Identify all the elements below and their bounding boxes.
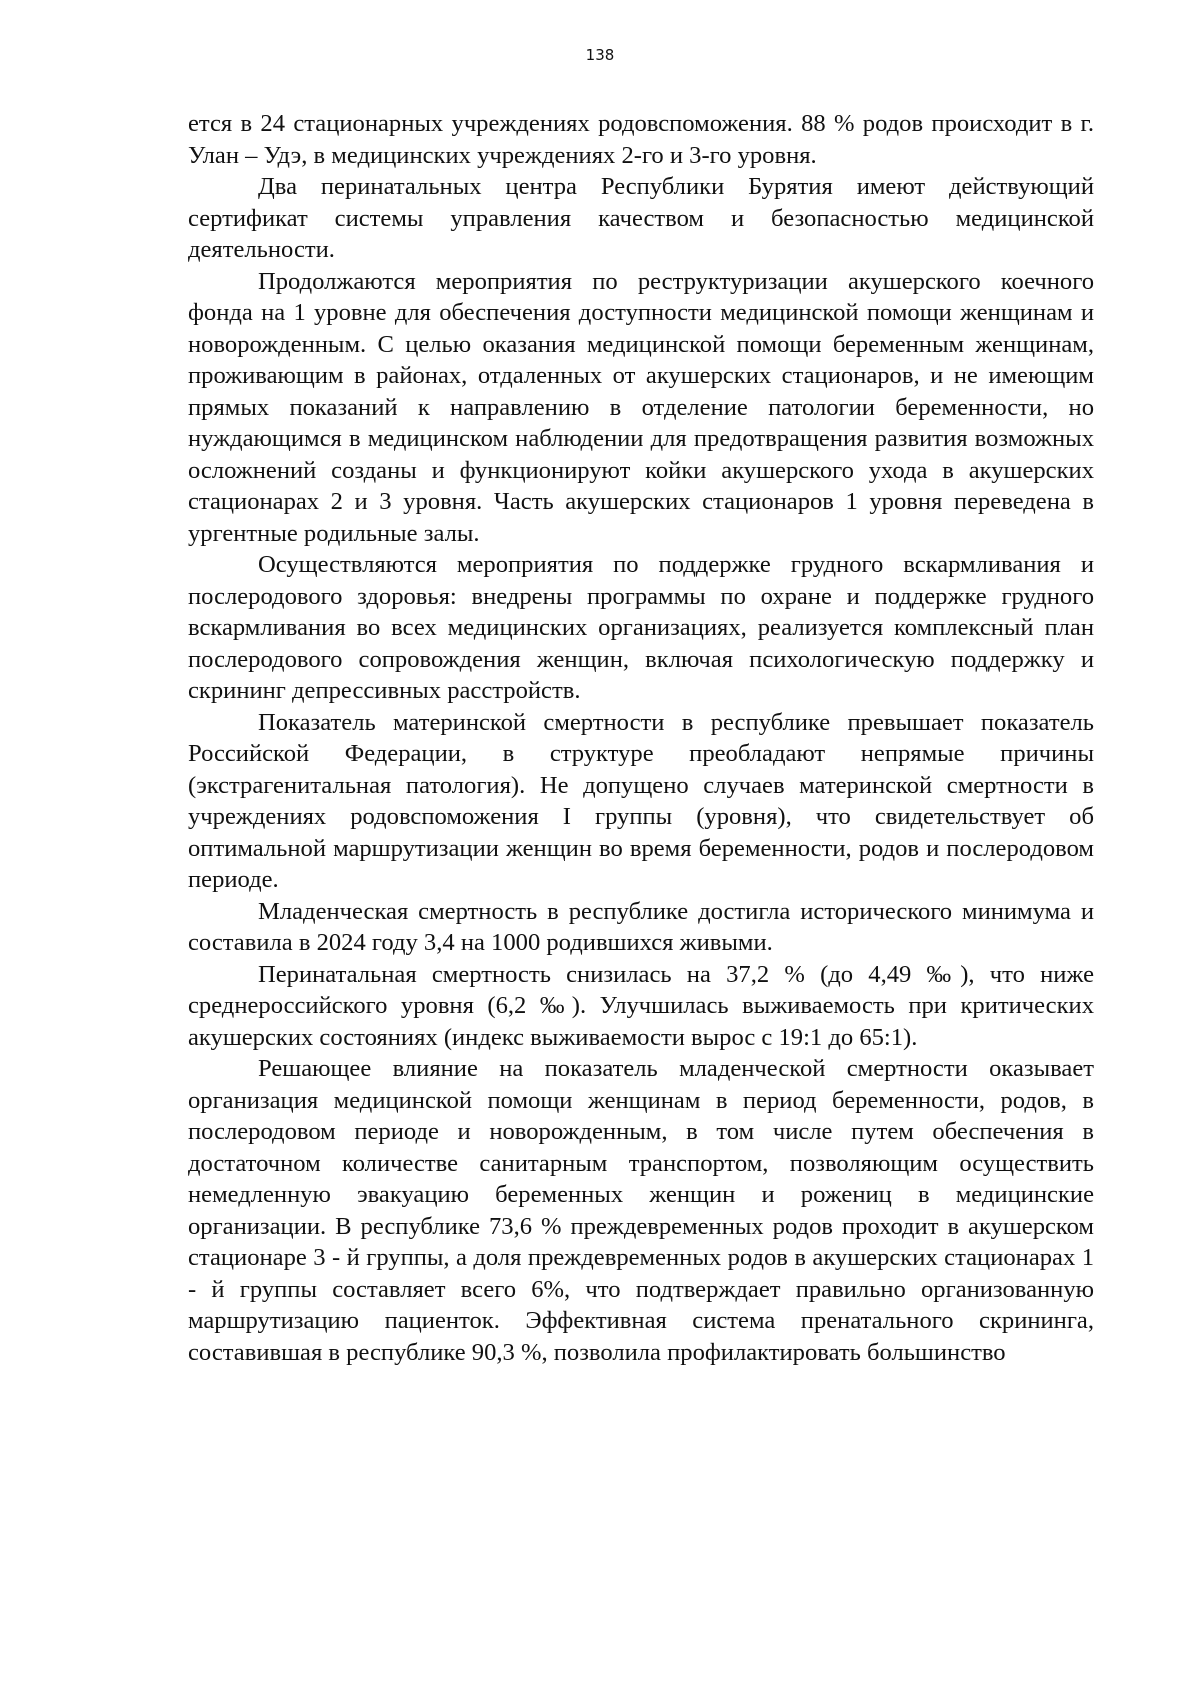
paragraph-infant-mortality: Младенческая смертность в республике достигла исторического минимума и составила в 2024 году 3,4 на 1000 родившихся живыми. [188,897,1094,956]
paragraph-maternal-mortality: Показатель материнской смертности в республике превышает показатель Российской Федерации, в структуре преобладают непрямые причины (экстрагенитальная патология). Не допущено случаев материнской смертности в учреждениях родовспоможения I группы (уровня), что свидетельствует об оптимальной маршрутизации женщин во время беременности, родов и послеродовом периоде. [188,708,1094,893]
paragraph-perinatal-mortality: Перинатальная смертность снизилась на 37,2 % (до 4,49 ‰), что ниже среднероссийского уровня (6,2 ‰). Улучшилась выживаемость при критических акушерских состояниях (индекс выживаемости вырос с 19:1 до 65:1). [188,960,1094,1051]
body-text [188,108,1094,1368]
paragraph-bed-restructuring: Продолжаются мероприятия по реструктуризации акушерского коечного фонда на 1 уровне для обеспечения доступности медицинской помощи женщинам и новорожденным. С целью оказания медицинской помощи беременным женщинам, проживающим в районах, отдаленных от акушерских стационаров, и не имеющим прямых показаний к направлению в отделение патологии беременности, но нуждающимся в медицинском наблюдении для предотвращения развития возможных осложнений созданы и функционируют койки акушерского ухода в акушерских стационарах 2 и 3 уровня. Часть акушерских стационаров 1 уровня переведена в ургентные родильные залы. [188,267,1094,547]
paragraph-continuation: ется в 24 стационарных учреждениях родовспоможения. 88 % родов происходит в г. Улан – Удэ, в медицинских учреждениях 2-го и 3-го уровня. [188,110,1094,169]
paragraph-breastfeeding: Осуществляются мероприятия по поддержке грудного вскармливания и послеродового здоровья: внедрены программы по охране и поддержке грудного вскармливания во всех медицинских организациях, реализуется комплексный план послеродового сопровождения женщин, включая психологическую поддержку и скрининг депрессивных расстройств. [188,551,1094,704]
paragraph-perinatal-centers: Два перинатальных центра Республики Бурятия имеют действующий сертификат системы управления качеством и безопасностью медицинской деятельности. [188,173,1094,263]
paragraph-medical-care-organization: Решающее влияние на показатель младенческой смертности оказывает организация медицинской помощи женщинам в период беременности, родов, в послеродовом периоде и новорожденным, в том числе путем обеспечения в достаточном количестве санитарным транспортом, позволяющим осуществить немедленную эвакуацию беременных женщин и рожениц в медицинские организации. В республике 73,6 % преждевременных родов проходит в акушерском стационаре 3 - й группы, а доля преждевременных родов в акушерских стационарах 1 - й группы составляет всего 6%, что подтверждает правильно организованную маршрутизацию пациенток. Эффективная система пренатального скрининга, составившая в республике 90,3 %, позволила профилактировать большинство [188,1055,1094,1366]
page-number: 138 [585,46,615,64]
